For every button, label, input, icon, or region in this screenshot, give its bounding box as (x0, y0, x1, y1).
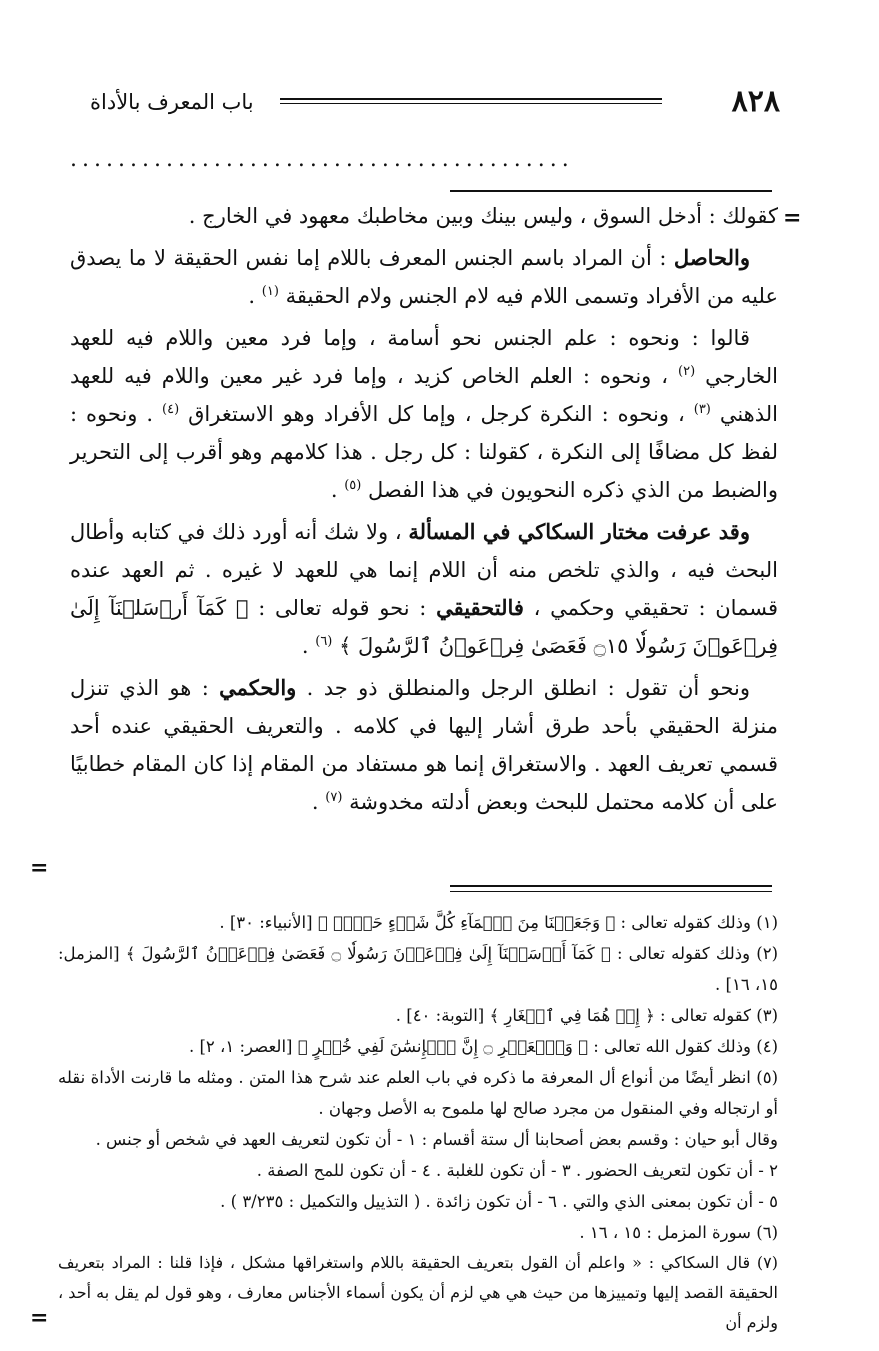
quran-verse: ﴿ كَمَآ أَرۡسَلۡنَآ إِلَىٰ فِرۡعَوۡنَ رَسُولٗا ۝١٥ فَعَصَىٰ فِرۡعَوۡنُ ٱلرَّسُولَ ﴾ (70, 596, 778, 658)
text-run: . (311, 790, 326, 814)
text-run: : هو الذي تنزل منزلة الحقيقي بأحد طرق أشار إليها في كلامه . والتعريف الحقيقي عنده أحد قسمي تعريف العهد . والاستغراق إنما هو مستفاد من المقام إذا كان المقام خطابيًا على أن كلامه محتمل للبحث وبعض أدلته مخدوشة (70, 676, 778, 814)
footnote-ref[interactable]: (٣) (693, 402, 711, 417)
text-run: كقولك : أدخل السوق ، وليس بينك وبين مخاطبك معهود في الخارج . (188, 204, 778, 228)
page-header (90, 80, 780, 124)
keyword: وقد عرفت مختار السكاكي في المسألة (408, 519, 750, 544)
footnote-ref[interactable]: (٢) (678, 364, 696, 379)
footnote: (٧) قال السكاكي : « واعلم أن القول بتعريف الحقيقة باللام واستغراقها مشكل ، فإذا قلنا : المراد بتعريف الحقيقة القصد إليها وتمييزها من حيث هي هي لزم أن يكون أسماء الأجناس معارف ، وهو قول لم يقل به أحد ، ولزم أن (58, 1253, 778, 1332)
paragraph (70, 669, 778, 821)
main-text (70, 197, 778, 825)
footnote: ٥ - أن تكون بمعنى الذي والتي . ٦ - أن تكون زائدة . ( التذييل والتكميل : ٣/٢٣٥ ) . (220, 1192, 778, 1211)
footnotes (58, 907, 778, 1338)
continuation-marker: = (30, 1305, 49, 1331)
text-run: ، ونحوه : النكرة كرجل ، وإما كل الأفراد وهو الاستغراق (179, 402, 694, 426)
footnote-ref[interactable]: (٥) (344, 478, 362, 493)
footnote: (٥) انظر أيضًا من أنواع أل المعرفة ما ذكره في باب العلم عند شرح هذا المتن . ومثله ما قارنت الأداة نقله أو ارتجاله وفي المنقول من مجرد صالح لها ملموح به الأصل وجهان . (58, 1068, 778, 1118)
footnote: (٤) وذلك كقول الله تعالى : ﴿ وَٱلۡعَصۡرِ ۝ إِنَّ ٱلۡإِنسَٰنَ لَفِي خُسۡرٍ ﴾ [العصر: ١، ٢] . (188, 1037, 778, 1056)
keyword: والحاصل (673, 245, 750, 270)
page-number: ٨٢٨ (731, 84, 780, 119)
footnote: (٣) كقوله تعالى : ﴿ إِذۡ هُمَا فِي ٱلۡغَارِ ﴾ [التوبة: ٤٠] . (395, 1006, 778, 1025)
paragraph (70, 319, 778, 509)
footnote: (٦) سورة المزمل : ١٥ ، ١٦ . (579, 1223, 778, 1242)
footnote: وقال أبو حيان : وقسم بعض أصحابنا أل ستة أقسام : ١ - أن تكون لتعريف العهد في شخص أو جنس . (95, 1130, 778, 1149)
footnote: ٢ - أن تكون لتعريف الحضور . ٣ - أن تكون للغلبة . ٤ - أن تكون للمح الصفة . (256, 1161, 778, 1180)
paragraph (70, 239, 778, 315)
footnote-ref[interactable]: (٦) (315, 634, 333, 649)
keyword: فالتحقيقي (436, 595, 524, 620)
text-run: . ونحوه : لفظ كل مضافًا إلى النكرة ، كقولنا : كل رجل . هذا كلامهم وهو أقرب إلى التحرير والضبط من الذي ذكره النحويون في هذا الفصل (70, 402, 778, 502)
ellipsis-divider: .......................................... (70, 150, 574, 170)
paragraph (70, 197, 778, 235)
footnote: (١) وذلك كقوله تعالى : ﴿ وَجَعَلۡنَا مِنَ ٱلۡمَآءِ كُلَّ شَيۡءٍ حَيٍّۚ ﴾ [الأنبياء: ٣٠] . (219, 913, 778, 932)
text-run: . (301, 634, 316, 658)
text-run: . (330, 478, 345, 502)
text-run: ، ولا شك أنه أورد ذلك في كتابه وأطال البحث فيه ، والذي تلخص منه أن اللام إنما هي للعهد لا غيره . ثم العهد عنده قسمان : تحقيقي وحكمي ، (70, 520, 778, 620)
paragraph (70, 513, 778, 665)
text-run: قالوا : ونحوه : علم الجنس نحو أسامة ، وإما فرد معين واللام فيه للعهد الخارجي (70, 326, 778, 388)
footnote-ref[interactable]: (١) (261, 284, 279, 299)
text-run: : نحو قوله تعالى : (248, 596, 437, 620)
chapter-title: باب المعرف بالأداة (90, 90, 254, 114)
footnote-rule (450, 885, 772, 887)
text-run: : أن المراد باسم الجنس المعرف باللام إما نفس الحقيقة لا ما يصدق عليه من الأفراد وتسمى اللام فيه لام الجنس ولام الحقيقة (70, 246, 778, 308)
section-rule (450, 190, 772, 192)
keyword: والحكمي (219, 675, 297, 700)
footnote-rule (450, 891, 772, 892)
continuation-marker: = (30, 855, 49, 881)
footnote-ref[interactable]: (٤) (162, 402, 180, 417)
text-run: ونحو أن تقول : انطلق الرجل والمنطلق ذو جد . (296, 676, 751, 700)
footnote: (٢) وذلك كقوله تعالى : ﴿ كَمَآ أَرۡسَلۡنَآ إِلَىٰ فِرۡعَوۡنَ رَسُولٗا ۝ فَعَصَىٰ فِرۡعَوۡنُ ٱلرَّسُولَ ﴾ [المزمل: ١٥، ١٦] . (58, 944, 778, 994)
footnote-ref[interactable]: (٧) (325, 790, 343, 805)
text-run: ، ونحوه : العلم الخاص كزيد ، وإما فرد غير معين واللام فيه للعهد الذهني (70, 364, 779, 426)
continuation-marker: = (783, 205, 802, 231)
text-run: . (248, 284, 262, 308)
header-rule (280, 98, 662, 104)
